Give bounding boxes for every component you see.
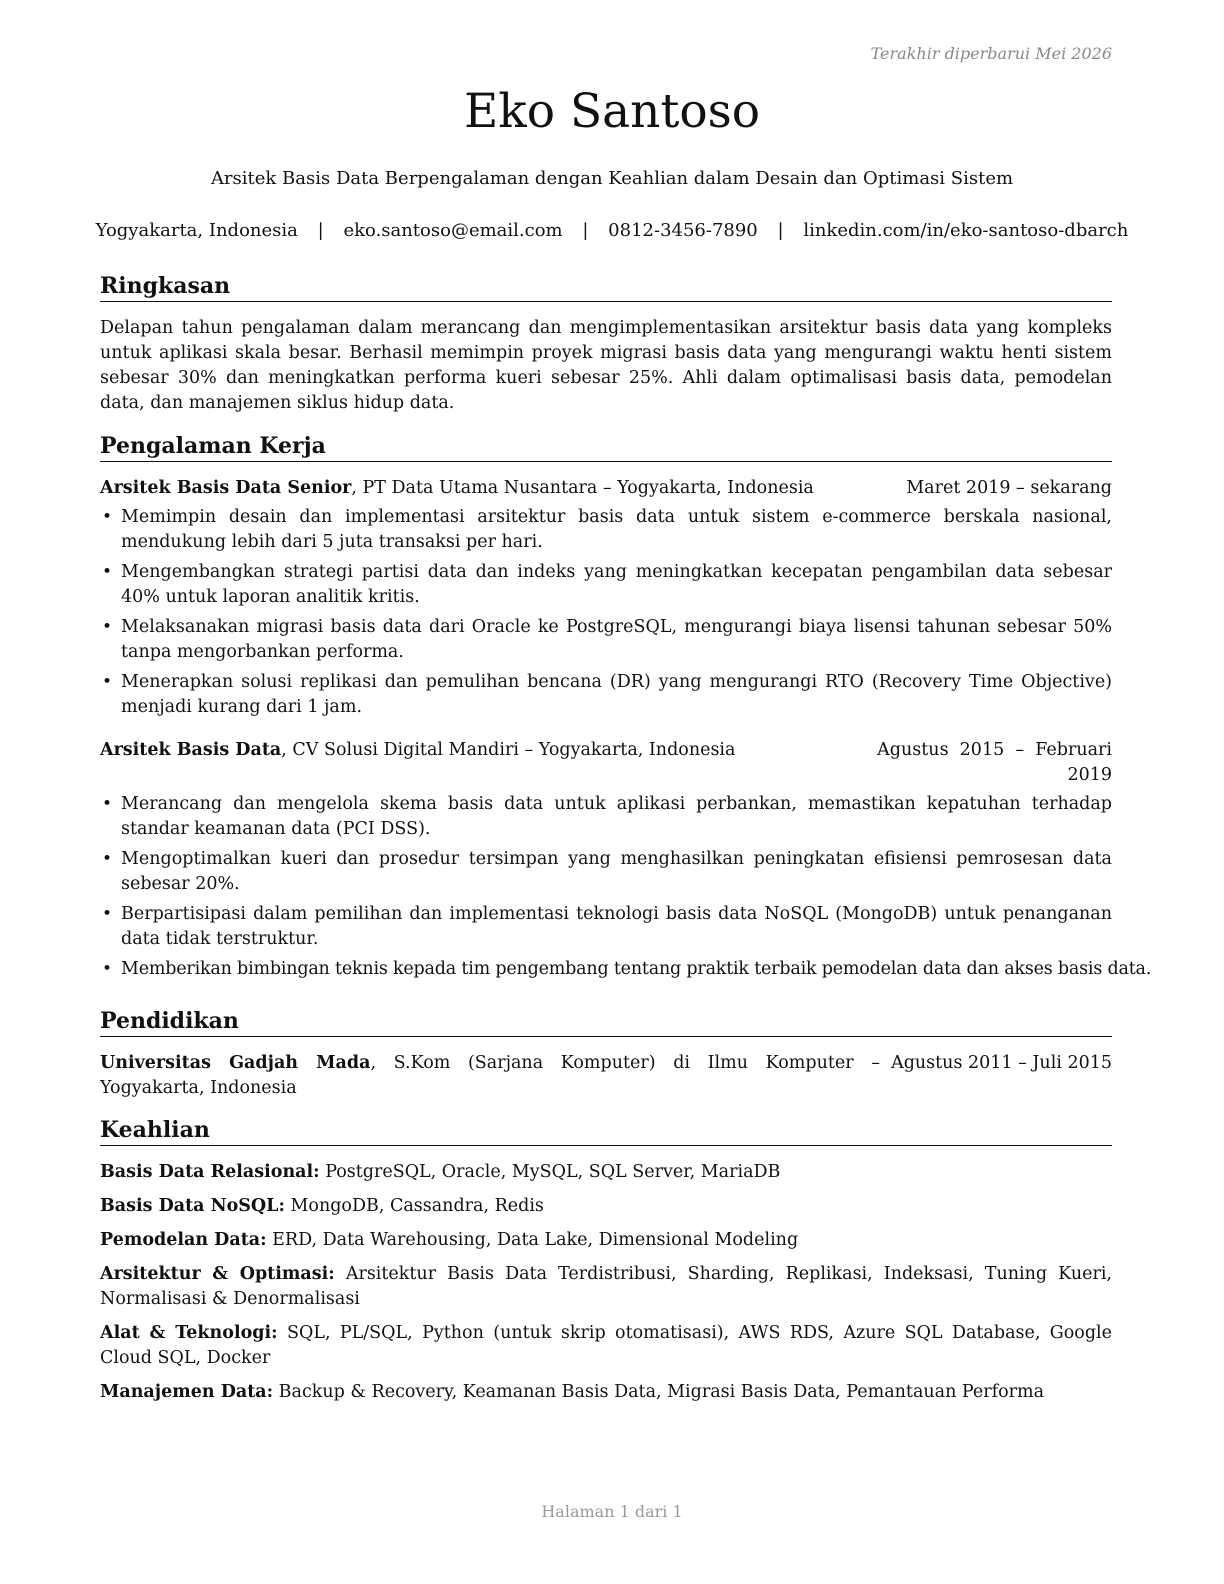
summary-heading: Ringkasan: [100, 272, 1112, 302]
job-header: [100, 476, 1112, 501]
job-role: Arsitek Basis Data Senior: [100, 478, 352, 498]
skill-item: Alat & Teknologi: SQL, PL/SQL, Python (untuk skrip otomatisasi), AWS RDS, Azure SQL Database, Google Cloud SQL, Docker: [100, 1323, 1112, 1368]
candidate-name: Eko Santoso: [463, 84, 761, 139]
job-bullet: • Berpartisipasi dalam pemilihan dan implementasi teknologi basis data NoSQL (MongoDB) untuk penanganan data tidak terstruktur.: [102, 904, 1112, 949]
job-header: [100, 738, 1112, 788]
job-bullet: • Memimpin desain dan implementasi arsitektur basis data untuk sistem e-commerce berskala nasional, mendukung lebih dari 5 juta transaksi per hari.: [102, 507, 1112, 552]
education-dates: Agustus 2011 – Juli 2015: [891, 1053, 1112, 1073]
job-dates-line: Agustus 2015 – Februari: [877, 740, 1112, 760]
education-entry: [100, 1051, 1112, 1101]
job-role: Arsitek Basis Data: [100, 740, 282, 760]
job-company: , CV Solusi Digital Mandiri – Yogyakarta, Indonesia: [281, 740, 736, 760]
job-bullet: • Memberikan bimbingan teknis kepada tim pengembang tentang praktik terbaik pemodelan data dan akses basis data.: [102, 959, 1152, 979]
education-degree: , S.Kom (Sarjana Komputer) di Ilmu Komputer – Yogyakarta, Indonesia: [100, 1053, 880, 1098]
contact-email-link[interactable]: eko.santoso@email.com: [343, 220, 563, 241]
skill-item: Manajemen Data: Backup & Recovery, Keamanan Basis Data, Migrasi Basis Data, Pemantauan Performa: [100, 1382, 1045, 1402]
last-updated-note: Terakhir diperbarui Mei 2026: [870, 44, 1112, 63]
job-entry: [100, 738, 1152, 982]
job-bullets: [100, 505, 1112, 720]
skill-item: Pemodelan Data: ERD, Data Warehousing, Data Lake, Dimensional Modeling: [100, 1230, 799, 1250]
contact-separator: |: [317, 220, 324, 241]
skill-item: Basis Data NoSQL: MongoDB, Cassandra, Redis: [100, 1196, 544, 1216]
contact-linkedin-link[interactable]: linkedin.com/in/eko-santoso-dbarch: [803, 220, 1129, 241]
job-bullet: • Mengoptimalkan kueri dan prosedur tersimpan yang menghasilkan peningkatan efisiensi pemrosesan data sebesar 20%.: [102, 849, 1112, 894]
skill-item: Arsitektur & Optimasi: Arsitektur Basis Data Terdistribusi, Sharding, Replikasi, Indeksasi, Tuning Kueri, Normalisasi & Denormalisasi: [100, 1264, 1112, 1309]
job-bullets: [100, 792, 1152, 982]
education-heading: Pendidikan: [100, 1007, 1112, 1037]
job-bullet: • Menerapkan solusi replikasi dan pemulihan bencana (DR) yang mengurangi RTO (Recovery Time Objective) menjadi kurang dari 1 jam.: [102, 672, 1112, 717]
job-bullet: • Melaksanakan migrasi basis data dari Oracle ke PostgreSQL, mengurangi biaya lisensi tahunan sebesar 50% tanpa mengorbankan performa.: [102, 617, 1112, 662]
contact-separator: |: [777, 220, 784, 241]
job-dates-line: 2019: [1067, 765, 1112, 785]
page-number: Halaman 1 dari 1: [541, 1502, 683, 1521]
candidate-tagline: Arsitek Basis Data Berpengalaman dengan Keahlian dalam Desain dan Optimasi Sistem: [210, 168, 1014, 189]
job-dates: [877, 738, 1112, 788]
education-school: Universitas Gadjah Mada: [100, 1053, 371, 1073]
job-entry: [100, 476, 1112, 720]
job-dates: Maret 2019 – sekarang: [906, 478, 1112, 498]
contact-location: Yogyakarta, Indonesia: [95, 220, 298, 241]
job-bullet: • Merancang dan mengelola skema basis data untuk aplikasi perbankan, memastikan kepatuhan terhadap standar keamanan data (PCI DSS).: [102, 794, 1112, 839]
skill-item: Basis Data Relasional: PostgreSQL, Oracle, MySQL, SQL Server, MariaDB: [100, 1162, 781, 1182]
summary-section: [100, 272, 1112, 416]
job-bullet: • Mengembangkan strategi partisi data dan indeks yang meningkatkan kecepatan pengambilan data sebesar 40% untuk laporan analitik kritis.: [102, 562, 1112, 607]
experience-section: [100, 432, 1152, 987]
experience-heading: Pengalaman Kerja: [100, 432, 1112, 462]
job-company: , PT Data Utama Nusantara – Yogyakarta, Indonesia: [351, 478, 814, 498]
education-section: [100, 1007, 1112, 1101]
summary-text: Delapan tahun pengalaman dalam merancang dan mengimplementasikan arsitektur basis data yang kompleks untuk aplikasi skala besar. Berhasil memimpin proyek migrasi basis data yang mengurangi waktu henti sistem sebesar 30% dan meningkatkan performa kueri sebesar 25%. Ahli dalam optimalisasi basis data, pemodelan data, dan manajemen siklus hidup data.: [100, 318, 1112, 413]
contact-phone: 0812-3456-7890: [608, 220, 758, 241]
skills-heading: Keahlian: [100, 1116, 1112, 1146]
skills-section: [100, 1116, 1112, 1414]
contact-line: [0, 220, 1224, 241]
contact-separator: |: [582, 220, 589, 241]
